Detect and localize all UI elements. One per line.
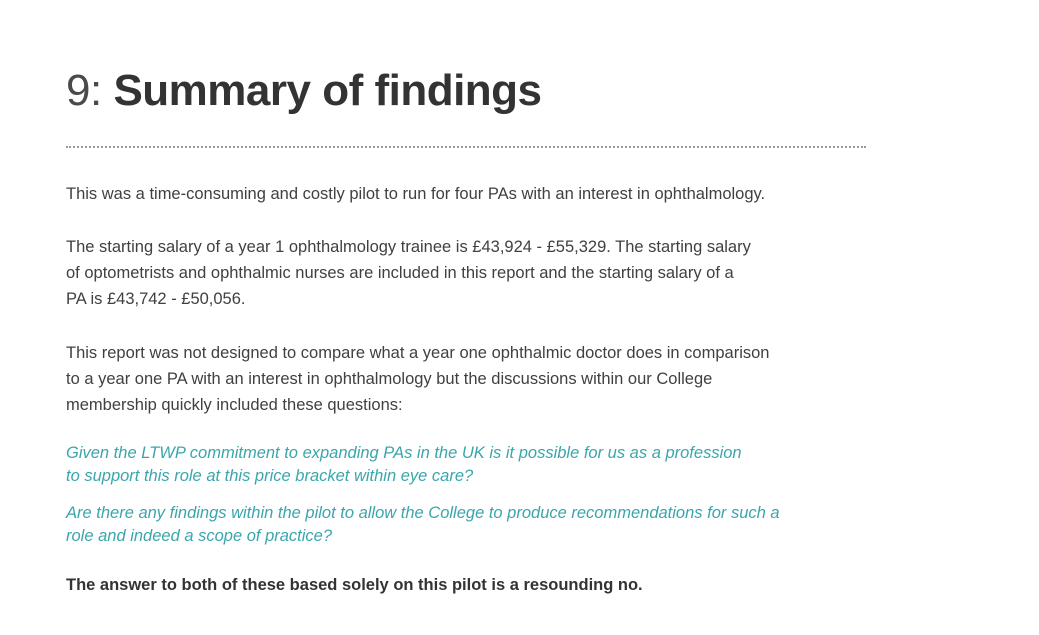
question-line: role and indeed a scope of practice? bbox=[66, 527, 333, 545]
question-line: Given the LTWP commitment to expanding PAs in the UK is it possible for us as a profession bbox=[66, 444, 742, 462]
intro-paragraph: This was a time-consuming and costly pilot to run for four PAs with an interest in ophthalmology. bbox=[66, 185, 766, 203]
salary-line: PA is £43,742 - £50,056. bbox=[66, 290, 246, 308]
question-ltwp bbox=[66, 442, 876, 488]
comparison-line: This report was not designed to compare what a year one ophthalmic doctor does in comparison bbox=[66, 344, 770, 362]
comparison-paragraph bbox=[66, 340, 866, 418]
comparison-line: membership quickly included these questions: bbox=[66, 396, 403, 414]
question-findings bbox=[66, 502, 876, 548]
dotted-divider bbox=[66, 146, 866, 148]
section-number: 9: bbox=[66, 66, 102, 115]
conclusion-statement: The answer to both of these based solely on this pilot is a resounding no. bbox=[66, 576, 643, 594]
salary-line: of optometrists and ophthalmic nurses are included in this report and the starting salary of a bbox=[66, 264, 734, 282]
question-line: Are there any findings within the pilot to allow the College to produce recommendations for such a bbox=[66, 504, 780, 522]
salary-line: The starting salary of a year 1 ophthalmology trainee is £43,924 - £55,329. The starting salary bbox=[66, 238, 751, 256]
question-line: to support this role at this price bracket within eye care? bbox=[66, 467, 474, 485]
section-title: Summary of findings bbox=[113, 66, 542, 115]
salary-paragraph bbox=[66, 234, 866, 312]
page-title bbox=[66, 66, 542, 116]
comparison-line: to a year one PA with an interest in ophthalmology but the discussions within our College bbox=[66, 370, 713, 388]
